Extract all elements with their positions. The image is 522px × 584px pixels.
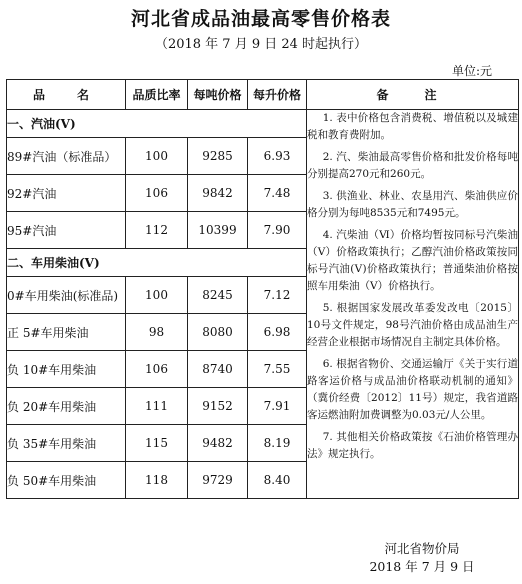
header-name: 品 名 — [7, 80, 126, 110]
price-per-ton: 10399 — [188, 212, 248, 249]
price-per-ton: 9152 — [188, 388, 248, 425]
note-item: 5. 根据国家发展改革委发改电〔2015〕10号文件规定，98号汽油价格由成品油生产经营企业根据市场情况自主制定具体价格。 — [307, 302, 518, 348]
note-item: 4. 汽柴油（Ⅵ）价格均暂按同标号汽柴油（Ⅴ）价格政策执行；乙醇汽油价格政策按同标号汽油(Ⅴ)价格政策执行；普通柴油价格按照车用柴油（Ⅴ）价格执行。 — [307, 229, 518, 292]
price-per-liter: 7.12 — [248, 277, 307, 314]
section-gasoline: 一、汽油(Ⅴ) — [7, 110, 307, 138]
notes-cell — [307, 110, 519, 499]
price-per-liter: 7.48 — [248, 175, 307, 212]
product-name: 正 5#车用柴油 — [7, 314, 126, 351]
price-per-liter: 8.40 — [248, 462, 307, 499]
quality-ratio: 98 — [126, 314, 188, 351]
price-per-liter: 6.93 — [248, 138, 307, 175]
quality-ratio: 100 — [126, 277, 188, 314]
price-per-liter: 6.98 — [248, 314, 307, 351]
price-per-liter: 7.91 — [248, 388, 307, 425]
product-name: 89#汽油（标准品） — [7, 138, 126, 175]
quality-ratio: 106 — [126, 351, 188, 388]
price-per-liter: 7.55 — [248, 351, 307, 388]
unit-label: 单位:元 — [451, 64, 492, 78]
product-name: 0#车用柴油(标准品) — [7, 277, 126, 314]
note-item: 1. 表中价格包含消费税、增值税以及城建税和教育费附加。 — [307, 112, 518, 141]
price-per-ton: 8245 — [188, 277, 248, 314]
price-per-ton: 9729 — [188, 462, 248, 499]
effective-date-subtitle: （2018 年 7 月 9 日 24 时起执行） — [154, 37, 368, 52]
quality-ratio: 111 — [126, 388, 188, 425]
issuing-authority: 河北省物价局 — [384, 541, 460, 556]
price-per-ton: 9842 — [188, 175, 248, 212]
product-name: 95#汽油 — [7, 212, 126, 249]
product-name: 负 35#车用柴油 — [7, 425, 126, 462]
document-title: 河北省成品油最高零售价格表 — [130, 8, 391, 30]
product-name: 负 50#车用柴油 — [7, 462, 126, 499]
price-per-ton: 8740 — [188, 351, 248, 388]
note-item: 2. 汽、柴油最高零售价格和批发价格每吨分别提高270元和260元。 — [307, 151, 518, 180]
signature-block — [357, 540, 487, 576]
price-per-ton: 8080 — [188, 314, 248, 351]
product-name: 92#汽油 — [7, 175, 126, 212]
quality-ratio: 100 — [126, 138, 188, 175]
issue-date: 2018 年 7 月 9 日 — [369, 559, 475, 574]
product-name: 负 10#车用柴油 — [7, 351, 126, 388]
price-per-liter: 8.19 — [248, 425, 307, 462]
price-per-ton: 9285 — [188, 138, 248, 175]
price-per-ton: 9482 — [188, 425, 248, 462]
header-quality-ratio: 品质比率 — [126, 80, 188, 110]
section-diesel: 二、车用柴油(Ⅴ) — [7, 249, 307, 277]
quality-ratio: 112 — [126, 212, 188, 249]
price-per-liter: 7.90 — [248, 212, 307, 249]
header-price-per-ton: 每吨价格 — [188, 80, 248, 110]
note-item: 7. 其他相关价格政策按《石油价格管理办法》规定执行。 — [307, 431, 518, 460]
product-name: 负 20#车用柴油 — [7, 388, 126, 425]
header-price-per-liter: 每升价格 — [248, 80, 307, 110]
quality-ratio: 106 — [126, 175, 188, 212]
note-item: 3. 供渔业、林业、农垦用汽、柴油供应价格分别为每吨8535元和7495元。 — [307, 190, 518, 219]
note-item: 6. 根据省物价、交通运输厅《关于实行道路客运价格与成品油价格联动机制的通知》（冀价经费〔2012〕11号）规定，我省道路客运燃油附加费调整为0.03元/人公里。 — [307, 358, 518, 421]
quality-ratio: 115 — [126, 425, 188, 462]
quality-ratio: 118 — [126, 462, 188, 499]
header-notes: 备 注 — [307, 80, 519, 110]
price-table — [6, 79, 519, 499]
